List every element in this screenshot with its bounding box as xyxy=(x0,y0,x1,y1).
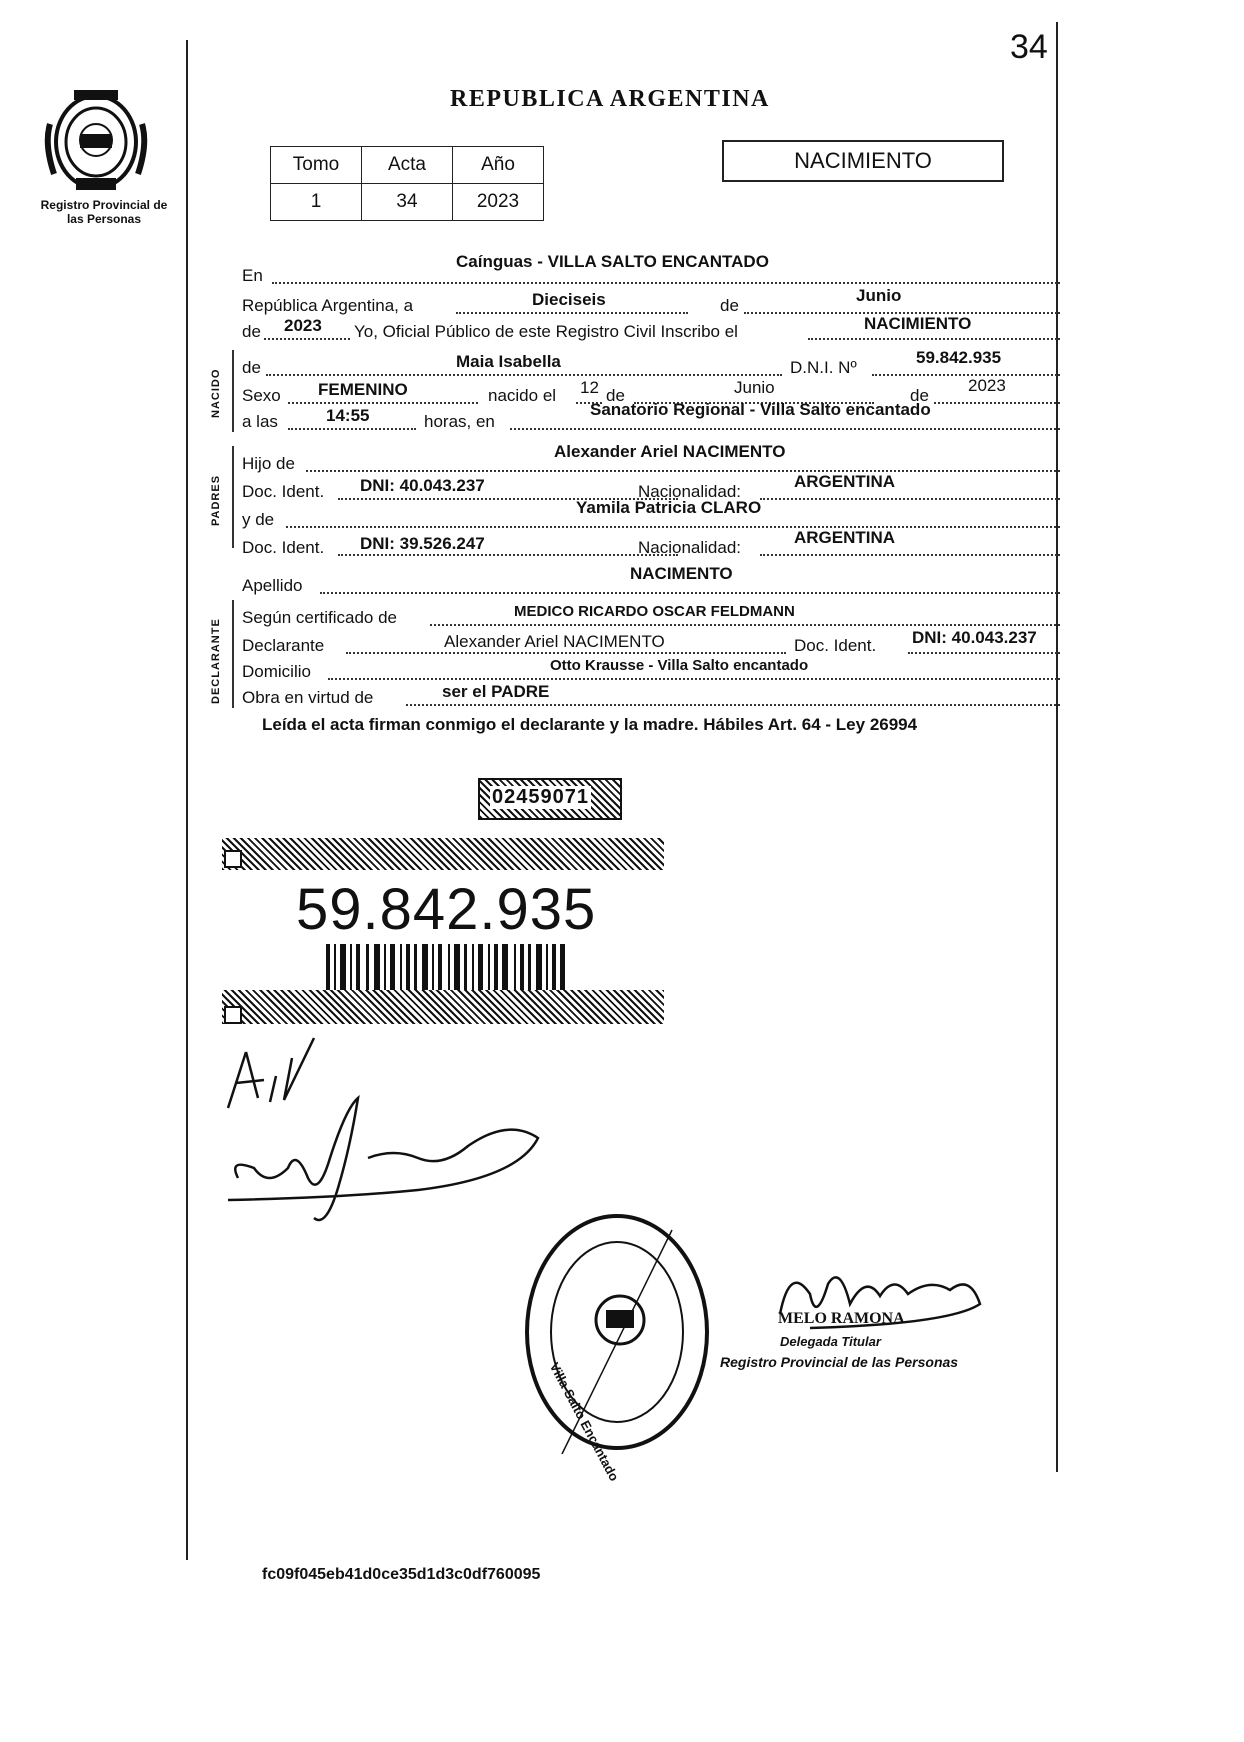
father-nat-label: Nacionalidad: xyxy=(638,482,742,501)
official-office: Registro Provincial de las Personas xyxy=(720,1354,959,1370)
address-label: Domicilio xyxy=(242,662,311,681)
official-role: Delegada Titular xyxy=(780,1334,881,1349)
child-dni-label: D.N.I. Nº xyxy=(790,358,857,377)
birth-time-row xyxy=(242,400,1060,432)
registry-table xyxy=(270,146,544,221)
document-title: REPUBLICA ARGENTINA xyxy=(450,86,770,112)
legal-footnote: Leída el acta firman conmigo el declarante y la madre. Hábiles Art. 64 - Ley 26994 xyxy=(262,715,918,734)
declarant-doc-label: Doc. Ident. xyxy=(794,636,877,655)
section-declarante-label: DECLARANTE xyxy=(210,618,222,704)
mother-nationality: ARGENTINA xyxy=(794,528,896,547)
virtue-value: ser el PADRE xyxy=(442,682,550,701)
surname-label: Apellido xyxy=(242,576,303,595)
birth-time: 14:55 xyxy=(326,406,370,425)
barcode xyxy=(326,938,566,994)
sex-label: Sexo xyxy=(242,386,281,405)
address-row xyxy=(242,654,1060,682)
mother-nat-label: Nacionalidad: xyxy=(638,538,742,557)
certificate-row xyxy=(242,600,1060,628)
born-de-label-2: de xyxy=(910,386,929,405)
address-value: Otto Krausse - Villa Salto encantado xyxy=(550,657,809,674)
header-tomo: Tomo xyxy=(271,147,362,184)
date-row xyxy=(242,288,1060,316)
band-marker-bottom xyxy=(224,1006,242,1024)
time-label: a las xyxy=(242,412,278,431)
place-label: En xyxy=(242,266,263,285)
sex-value: FEMENINO xyxy=(318,380,408,399)
year-de-label: de xyxy=(242,322,261,341)
declarante-bracket xyxy=(232,600,234,708)
province-emblem-logo xyxy=(40,84,152,196)
seal-inner-text: Villa Salto Encantado xyxy=(546,1360,622,1484)
big-dni-number: 59.842.935 xyxy=(296,877,597,942)
date-label: República Argentina, a xyxy=(242,296,414,315)
father-doc-label: Doc. Ident. xyxy=(242,482,325,501)
year-value: 2023 xyxy=(284,316,322,335)
virtue-label: Obra en virtud de xyxy=(242,688,374,707)
security-band-bottom xyxy=(222,990,664,1024)
mother-label: y de xyxy=(242,510,275,529)
inscription-label: Yo, Oficial Público de este Registro Civil Inscribo el xyxy=(354,322,738,341)
certificate-label: Según certificado de xyxy=(242,608,397,627)
security-band-top xyxy=(222,838,664,870)
document-hash: fc09f045eb41d0ce35d1d3c0df760095 xyxy=(262,1566,541,1583)
declarant-row xyxy=(242,628,1060,656)
date-de-label: de xyxy=(720,296,739,315)
page-number: 34 xyxy=(1010,28,1048,66)
nacido-bracket xyxy=(232,350,234,432)
father-name: Alexander Ariel NACIMENTO xyxy=(554,442,786,461)
declarant-label: Declarante xyxy=(242,636,325,655)
child-name: Maia Isabella xyxy=(456,352,561,371)
born-label: nacido el xyxy=(488,386,557,405)
born-de-label-1: de xyxy=(606,386,625,405)
mother-doc: DNI: 39.526.247 xyxy=(360,534,485,553)
mother-name: Yamila Patricia CLARO xyxy=(576,498,762,517)
born-day: 12 xyxy=(580,378,599,397)
father-nationality: ARGENTINA xyxy=(794,472,896,491)
surname-row xyxy=(242,564,1060,596)
logo-caption: Registro Provincial de las Personas xyxy=(40,198,168,226)
year-row xyxy=(242,314,1060,342)
record-type-box: NACIMIENTO xyxy=(722,140,1004,182)
declarant-name: Alexander Ariel NACIMENTO xyxy=(444,632,665,651)
section-padres-label: PADRES xyxy=(210,474,222,526)
official-name: MELO RAMONA xyxy=(778,1310,905,1327)
virtue-row xyxy=(242,680,1060,708)
hours-label: horas, en xyxy=(424,412,495,431)
mother-doc-label: Doc. Ident. xyxy=(242,538,325,557)
inscription-act: NACIMIENTO xyxy=(864,314,972,333)
born-year: 2023 xyxy=(968,376,1006,395)
mother-doc-row xyxy=(242,530,1060,558)
surname-value: NACIMENTO xyxy=(630,564,733,583)
value-anio: 2023 xyxy=(453,184,544,221)
place-value: Caínguas - VILLA SALTO ENCANTADO xyxy=(456,252,769,271)
child-name-row xyxy=(242,350,1060,378)
child-dni: 59.842.935 xyxy=(916,348,1002,367)
birth-place: Sanatorio Regional - Villa Salto encantado xyxy=(590,400,931,419)
child-name-label: de xyxy=(242,358,261,377)
padres-bracket xyxy=(232,446,234,548)
date-day: Dieciseis xyxy=(532,290,606,309)
father-doc: DNI: 40.043.237 xyxy=(360,476,485,495)
band-marker-top xyxy=(224,850,242,868)
left-margin-line xyxy=(186,40,188,1560)
father-row xyxy=(242,442,1060,474)
right-margin-line xyxy=(1056,22,1058,1472)
value-tomo: 1 xyxy=(271,184,362,221)
place-row xyxy=(242,252,1060,286)
header-acta: Acta xyxy=(362,147,453,184)
father-label: Hijo de xyxy=(242,454,295,473)
header-anio: Año xyxy=(453,147,544,184)
born-month: Junio xyxy=(734,378,775,397)
date-month: Junio xyxy=(856,286,902,305)
section-nacido-label: NACIDO xyxy=(210,368,222,418)
declarant-doc: DNI: 40.043.237 xyxy=(912,628,1037,647)
mother-row xyxy=(242,498,1060,530)
official-seal xyxy=(522,1210,712,1454)
certificate-value: MEDICO RICARDO OSCAR FELDMANN xyxy=(514,603,795,620)
value-acta: 34 xyxy=(362,184,453,221)
handwritten-signatures xyxy=(218,1028,558,1228)
security-code: 02459071 xyxy=(492,786,589,808)
